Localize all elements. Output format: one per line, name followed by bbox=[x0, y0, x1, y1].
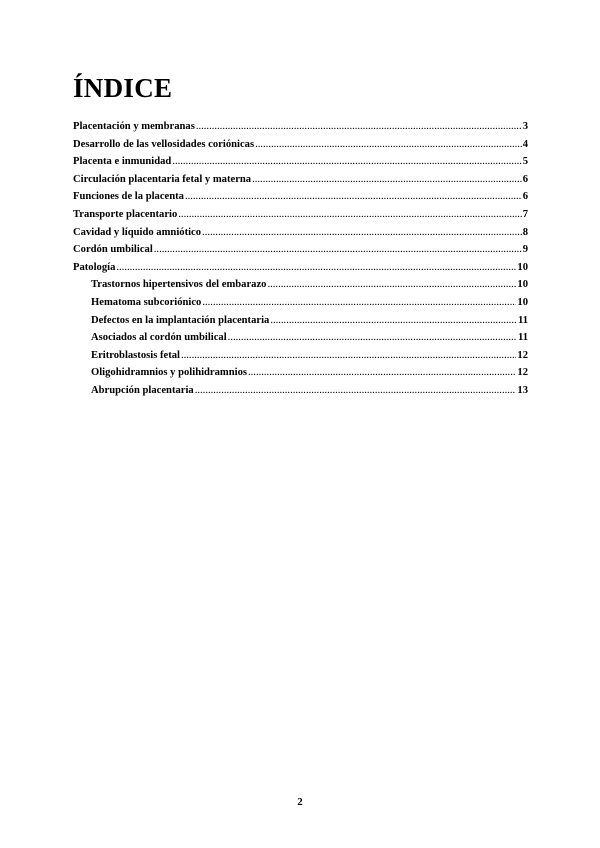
toc-dot-leader bbox=[172, 156, 521, 167]
toc-subentry[interactable] bbox=[73, 385, 528, 403]
toc-dot-leader bbox=[195, 385, 517, 396]
page-title: ÍNDICE bbox=[73, 73, 173, 103]
toc-dot-leader bbox=[116, 262, 516, 273]
toc-dot-leader bbox=[270, 315, 517, 326]
toc-entry-page: 10 bbox=[517, 261, 528, 273]
toc-entry-page: 12 bbox=[517, 367, 528, 379]
toc-entry-page: 3 bbox=[522, 121, 528, 132]
toc-entry-page: 9 bbox=[522, 244, 528, 256]
toc-entry-label: Cavidad y líquido amniótico bbox=[73, 226, 202, 238]
toc-subentry[interactable] bbox=[73, 350, 528, 368]
toc-subentry[interactable] bbox=[73, 279, 528, 297]
toc-entry-label: Patología bbox=[73, 261, 116, 273]
toc-entry-page: 4 bbox=[522, 138, 528, 150]
toc-entry-label: Circulación placentaria fetal y materna bbox=[73, 173, 252, 185]
toc-entry[interactable] bbox=[73, 139, 528, 157]
toc-entry-label: Defectos en la implantación placentaria bbox=[91, 314, 270, 326]
toc-dot-leader bbox=[178, 209, 521, 220]
toc-subentry[interactable] bbox=[73, 315, 528, 333]
toc-dot-leader bbox=[202, 297, 516, 308]
toc-dot-leader bbox=[267, 279, 516, 290]
toc-entry-page: 12 bbox=[517, 349, 528, 361]
toc-entry[interactable] bbox=[73, 227, 528, 245]
toc-entry-label: Asociados al cordón umbilical bbox=[91, 332, 227, 344]
toc-entry-label: Transporte placentario bbox=[73, 208, 178, 220]
toc-entry[interactable] bbox=[73, 262, 528, 280]
toc-entry-page: 10 bbox=[517, 279, 528, 291]
toc-entry-page: 10 bbox=[517, 296, 528, 308]
toc-subentry[interactable] bbox=[73, 332, 528, 350]
toc-entry-label: Eritroblastosis fetal bbox=[91, 349, 180, 361]
toc-entry-label: Placentación y membranas bbox=[73, 121, 195, 132]
toc-entry-label: Abrupción placentaria bbox=[91, 384, 194, 396]
toc-entry-page: 6 bbox=[522, 173, 528, 185]
toc-dot-leader bbox=[255, 139, 522, 150]
table-of-contents bbox=[73, 121, 528, 403]
toc-entry-page: 7 bbox=[522, 208, 528, 220]
toc-dot-leader bbox=[185, 191, 522, 202]
toc-dot-leader bbox=[252, 174, 522, 185]
toc-entry-page: 6 bbox=[522, 191, 528, 203]
toc-dot-leader bbox=[228, 332, 517, 343]
toc-entry-page: 8 bbox=[522, 226, 528, 238]
toc-dot-leader bbox=[248, 367, 516, 378]
toc-entry[interactable] bbox=[73, 191, 528, 209]
toc-entry[interactable] bbox=[73, 174, 528, 192]
toc-dot-leader bbox=[196, 121, 522, 132]
toc-entry[interactable] bbox=[73, 156, 528, 174]
toc-entry-label: Trastornos hipertensivos del embarazo bbox=[91, 279, 267, 291]
toc-entry-label: Funciones de la placenta bbox=[73, 191, 184, 203]
toc-entry-page: 11 bbox=[517, 314, 528, 326]
toc-dot-leader bbox=[154, 244, 522, 255]
toc-entry-label: Placenta e inmunidad bbox=[73, 156, 172, 168]
toc-entry-page: 11 bbox=[517, 332, 528, 344]
toc-entry-page: 13 bbox=[517, 384, 528, 396]
toc-subentry[interactable] bbox=[73, 367, 528, 385]
toc-entry[interactable] bbox=[73, 244, 528, 262]
toc-dot-leader bbox=[181, 350, 516, 361]
toc-entry[interactable] bbox=[73, 121, 528, 139]
toc-subentry[interactable] bbox=[73, 297, 528, 315]
toc-entry-label: Oligohidramnios y polihidramnios bbox=[91, 367, 247, 379]
toc-dot-leader bbox=[202, 227, 522, 238]
toc-entry-page: 5 bbox=[522, 156, 528, 168]
toc-entry-label: Hematoma subcoriónico bbox=[91, 296, 202, 308]
toc-entry-label: Desarrollo de las vellosidades coriónicas bbox=[73, 138, 255, 150]
page-number: 2 bbox=[297, 796, 303, 808]
toc-entry-label: Cordón umbilical bbox=[73, 244, 153, 256]
toc-entry[interactable] bbox=[73, 209, 528, 227]
